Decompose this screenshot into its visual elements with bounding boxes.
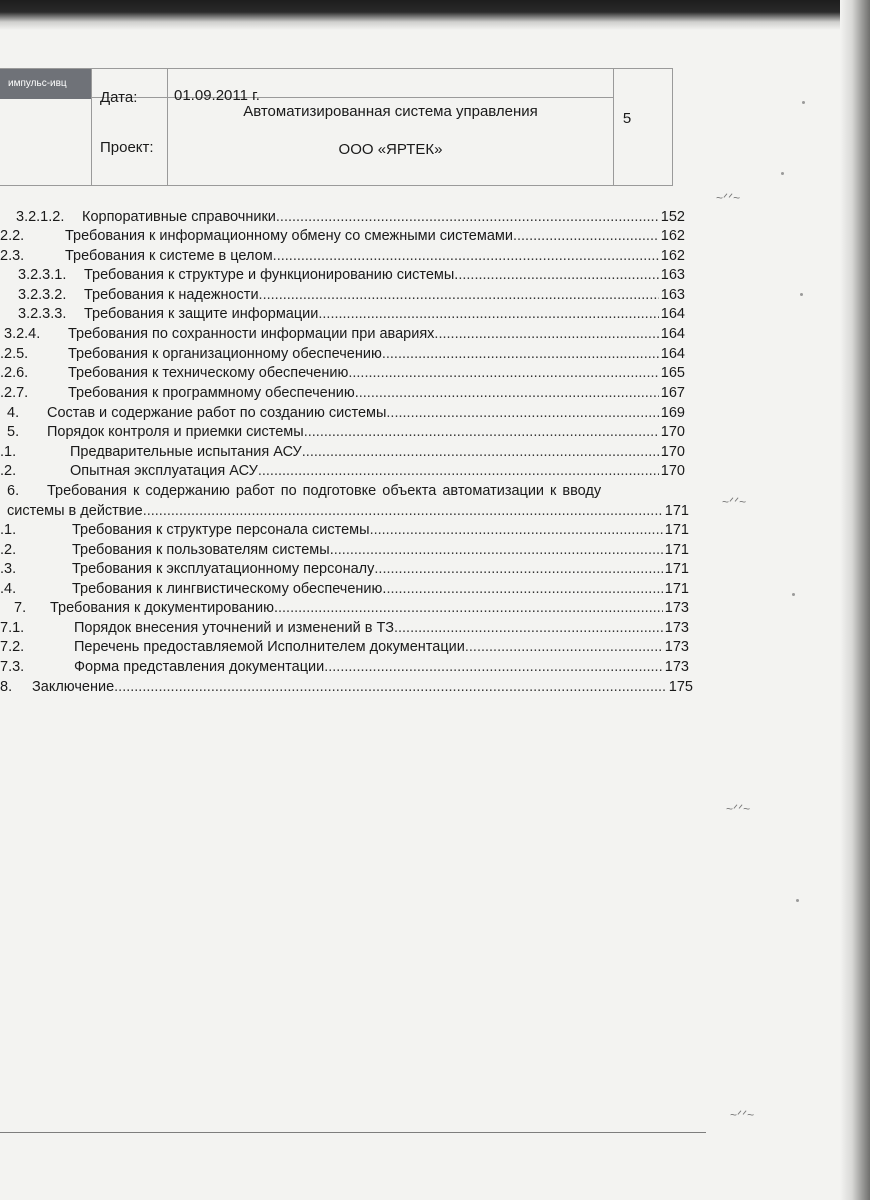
toc-title: Требования к лингвистическому обеспечению. xyxy=(72,581,387,597)
toc-page: 170 xyxy=(660,424,685,440)
toc-number: .2.5. xyxy=(0,346,29,362)
toc-page: 164 xyxy=(660,306,685,322)
toc-page: 171 xyxy=(664,522,689,538)
toc-entry xyxy=(0,442,685,462)
toc-title: Требования к структуре и функционированию системы. xyxy=(84,267,459,283)
toc-number: .2. xyxy=(0,463,17,479)
toc-entry xyxy=(4,324,685,344)
toc-title: Требования к информационному обмену со смежными системами xyxy=(65,228,513,244)
toc-page: 175 xyxy=(668,679,693,695)
toc-entry xyxy=(0,637,689,657)
toc-entry xyxy=(0,618,689,638)
toc-page: 173 xyxy=(664,639,689,655)
toc-title: Порядок контроля и приемки системы xyxy=(47,424,304,440)
toc-page: 163 xyxy=(660,287,685,303)
toc-title: Предварительные испытания АСУ xyxy=(70,444,302,460)
date-label: Дата: xyxy=(100,89,138,106)
toc-number: .2.6. xyxy=(0,365,29,381)
toc-number: 7.3. xyxy=(0,659,25,675)
toc-page: 171 xyxy=(664,581,689,597)
toc-page: 164 xyxy=(660,326,685,342)
toc-title: Заключение xyxy=(32,679,115,695)
toc-number: 6. xyxy=(7,483,20,499)
scan-artifact: ~ᐟᐟ~ xyxy=(726,802,751,816)
toc-entry xyxy=(18,265,685,285)
toc-entry xyxy=(14,598,689,618)
toc-number: 2.3. xyxy=(0,248,25,264)
toc-entry xyxy=(7,403,685,423)
toc-title: Состав и содержание работ по созданию системы xyxy=(47,405,387,421)
toc-entry xyxy=(0,344,685,364)
toc-title: Требования к содержанию работ по подготовке объекта автоматизации к вводу xyxy=(47,483,602,499)
toc-title: Форма представления документации xyxy=(74,659,325,675)
toc-page: 165 xyxy=(660,365,685,381)
toc-number: 5. xyxy=(7,424,20,440)
toc-entry xyxy=(18,304,685,324)
toc-number: 3.2.4. xyxy=(4,326,41,342)
toc-number: .2. xyxy=(0,542,17,558)
toc-page: 162 xyxy=(660,228,685,244)
toc-number: 3.2.3.2. xyxy=(18,287,67,303)
toc-number: 2.2. xyxy=(0,228,25,244)
project-name-line2: ООО «ЯРТЕК» xyxy=(338,141,443,158)
toc-page xyxy=(601,481,603,501)
toc-number: .4. xyxy=(0,581,17,597)
toc-page: 173 xyxy=(664,600,689,616)
toc-title: Требования к техническому обеспечению xyxy=(68,365,349,381)
toc-entry xyxy=(0,540,689,560)
toc-number: 4. xyxy=(7,405,20,421)
toc-number: 3.2.1.2. xyxy=(16,209,65,225)
toc-number: 7.1. xyxy=(0,620,25,636)
toc-title: Требования к организационному обеспечению xyxy=(68,346,382,362)
scan-artifact: ~ᐟᐟ~ xyxy=(716,191,741,205)
toc-entry xyxy=(7,481,690,501)
toc-entry xyxy=(0,226,685,246)
toc-page: 171 xyxy=(664,503,689,519)
project-label: Проект: xyxy=(100,139,154,156)
toc-title: Порядок внесения уточнений и изменений в ТЗ xyxy=(74,620,394,636)
toc-page: 162 xyxy=(660,248,685,264)
project-name-line1: Автоматизированная система управления xyxy=(243,103,538,120)
toc-entry xyxy=(0,579,689,599)
toc-entry xyxy=(0,383,685,403)
toc-number: 7.2. xyxy=(0,639,25,655)
scan-right-edge xyxy=(840,0,870,1200)
toc-number: .3. xyxy=(0,561,17,577)
toc-entry xyxy=(0,520,689,540)
toc-page: 152 xyxy=(660,209,685,225)
toc-title: Требования к эксплуатационному персоналу xyxy=(72,561,375,577)
toc-page: 171 xyxy=(664,561,689,577)
toc-title: Опытная эксплуатация АСУ xyxy=(70,463,258,479)
scan-artifact: ~ᐟᐟ~ xyxy=(730,1108,755,1122)
toc-number: .1. xyxy=(0,522,17,538)
toc-number: .1. xyxy=(0,444,17,460)
toc-number: 8. xyxy=(0,679,13,695)
document-header xyxy=(0,68,673,186)
toc-entry xyxy=(0,363,685,383)
toc-page: 170 xyxy=(660,444,685,460)
toc-entry xyxy=(18,285,685,305)
toc-title: Требования к программному обеспечению. xyxy=(68,385,359,401)
toc-page: 167 xyxy=(660,385,685,401)
toc-number: 7. xyxy=(14,600,27,616)
toc-number: 3.2.3.3. xyxy=(18,306,67,322)
footer-rule xyxy=(0,1132,706,1133)
toc-title: Требования к документированию. xyxy=(50,600,278,616)
toc-page: 173 xyxy=(664,659,689,675)
toc-number: 3.2.3.1. xyxy=(18,267,67,283)
toc-entry xyxy=(0,677,693,697)
scan-top-edge xyxy=(0,0,870,30)
toc-entry xyxy=(7,422,685,442)
toc-title: системы в действие xyxy=(7,503,143,519)
toc-title: Требования к системе в целом xyxy=(65,248,273,264)
scan-artifact: ~ᐟᐟ~ xyxy=(722,495,747,509)
toc-entry xyxy=(0,657,689,677)
toc-entry xyxy=(0,559,689,579)
toc-entry xyxy=(0,246,685,266)
toc-title: Требования к надежности xyxy=(84,287,259,303)
toc-number: .2.7. xyxy=(0,385,29,401)
toc-page: 173 xyxy=(664,620,689,636)
toc-page: 164 xyxy=(660,346,685,362)
toc-entry xyxy=(7,501,689,521)
toc-title: Требования по сохранности информации при авариях xyxy=(68,326,435,342)
toc-entry xyxy=(0,461,685,481)
toc-entry xyxy=(16,207,685,227)
toc-title: Требования к пользователям системы. xyxy=(72,542,334,558)
toc-page: 171 xyxy=(664,542,689,558)
page-number: 5 xyxy=(622,110,632,127)
toc-page: 170 xyxy=(660,463,685,479)
company-logo: импульс-ивц xyxy=(0,69,91,99)
toc-title: Требования к структуре персонала системы xyxy=(72,522,370,538)
toc-page: 163 xyxy=(660,267,685,283)
toc-page: 169 xyxy=(660,405,685,421)
date-value: 01.09.2011 г. xyxy=(174,87,260,104)
toc-title: Требования к защите информации xyxy=(84,306,319,322)
toc-title: Корпоративные справочники xyxy=(82,209,276,225)
toc-title: Перечень предоставляемой Исполнителем документации xyxy=(74,639,465,655)
